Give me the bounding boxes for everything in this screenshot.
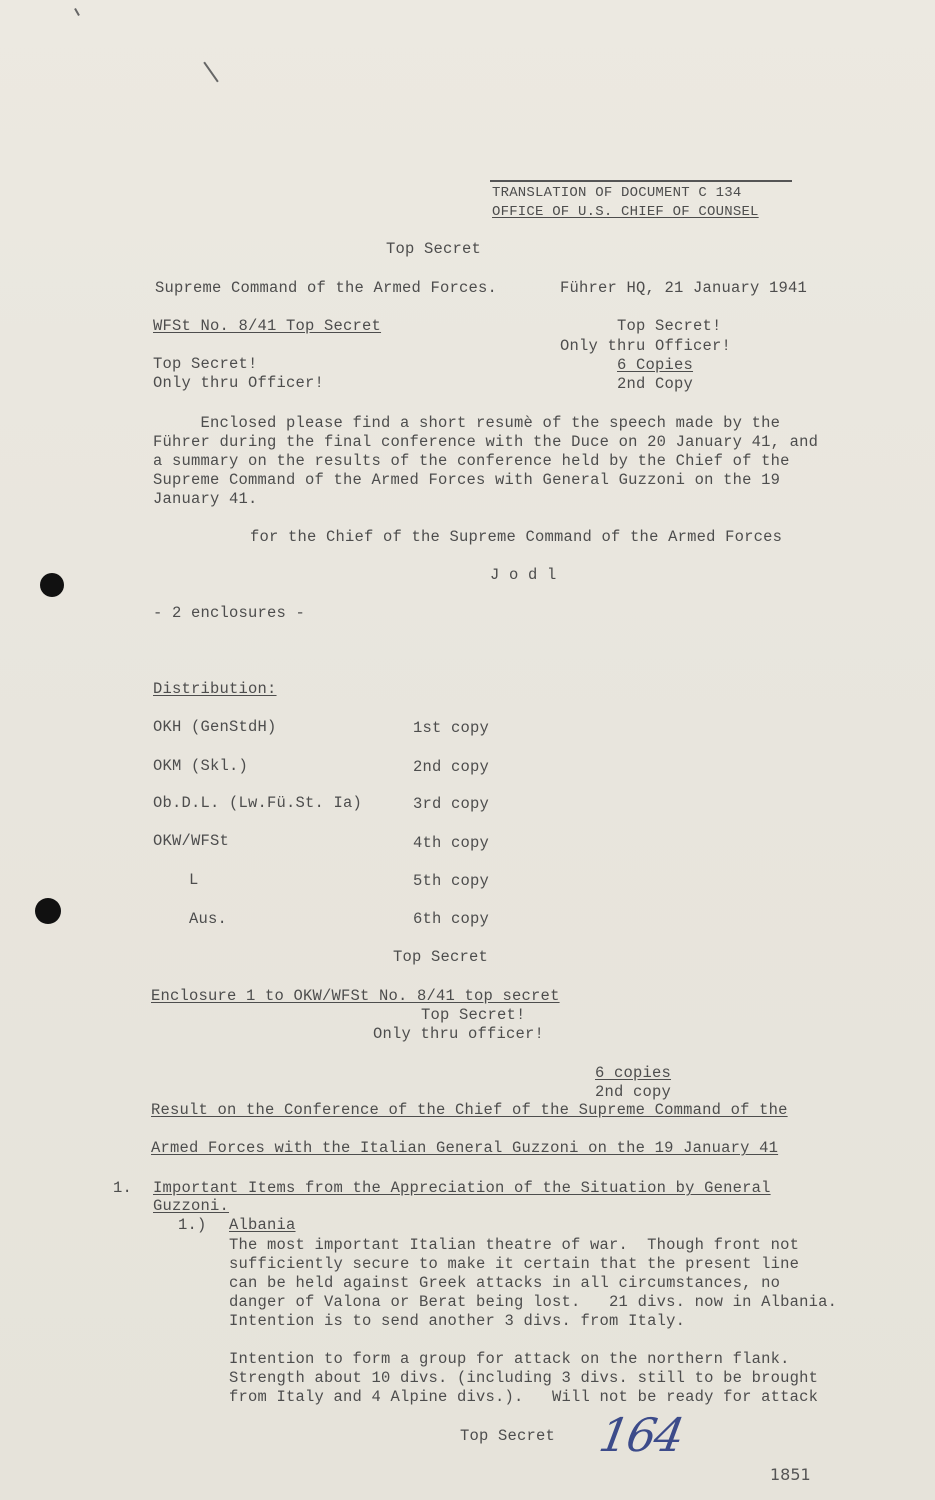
intro-line-3: a summary on the results of the conference held by the Chief of the — [153, 452, 790, 470]
punch-hole-lower — [35, 898, 61, 924]
distribution-copy: 5th copy — [413, 872, 490, 890]
reference: WFSt No. 8/41 Top Secret — [153, 317, 382, 335]
distribution-recipient: OKH (GenStdH) — [153, 718, 277, 736]
header-top-rule — [490, 180, 792, 182]
enclosures-note: - 2 enclosures - — [153, 604, 306, 622]
right-top-secret: Top Secret! — [617, 317, 722, 335]
result-title-line-1: Result on the Conference of the Chief of the Supreme Command of the — [151, 1101, 788, 1119]
for-line: for the Chief of the Supreme Command of the Armed Forces — [250, 528, 783, 546]
left-top-secret: Top Secret! — [153, 355, 258, 373]
intro-line-4: Supreme Command of the Armed Forces with General Guzzoni on the 19 — [153, 471, 781, 489]
intro-line-5: January 41. — [153, 490, 258, 508]
right-copy-no: 2nd Copy — [617, 375, 694, 393]
place-date: Führer HQ, 21 January 1941 — [560, 279, 808, 297]
albania-line-2: sufficiently secure to make it certain that the present line — [229, 1255, 800, 1273]
handwritten-page-number: 164 — [595, 1408, 687, 1462]
edge-mark — [74, 8, 80, 16]
section-number: 1. — [113, 1179, 133, 1197]
distribution-recipient: Aus. — [189, 910, 228, 928]
result-title-line-2: Armed Forces with the Italian General Guzzoni on the 19 January 41 — [151, 1139, 779, 1157]
intro-line-2: Führer during the final conference with the Duce on 20 January 41, and — [153, 433, 819, 451]
section-title-line-1: Important Items from the Appreciation of the Situation by General — [153, 1179, 771, 1197]
right-only-thru: Only thru Officer! — [560, 337, 732, 355]
section-title-line-2: Guzzoni. — [153, 1197, 230, 1215]
distribution-copy: 4th copy — [413, 834, 490, 852]
albania-line-3: can be held against Greek attacks in all circumstances, no — [229, 1274, 781, 1292]
edge-mark — [203, 62, 218, 83]
distribution-copy: 6th copy — [413, 910, 490, 928]
attack-line-2: Strength about 10 divs. (including 3 divs. still to be brought — [229, 1369, 819, 1387]
albania-line-5: Intention is to send another 3 divs. from Italy. — [229, 1312, 686, 1330]
distribution-copy: 1st copy — [413, 719, 490, 737]
distribution-recipient: Ob.D.L. (Lw.Fü.St. Ia) — [153, 794, 363, 812]
subsection-number: 1.) — [178, 1216, 207, 1234]
header-line-2: OFFICE OF U.S. CHIEF OF COUNSEL — [492, 204, 759, 220]
enclosure-only-thru: Only thru officer! — [373, 1025, 545, 1043]
subsection-title: Albania — [229, 1216, 296, 1234]
right-copies: 6 Copies — [617, 356, 694, 374]
attack-line-1: Intention to form a group for attack on the northern flank. — [229, 1350, 790, 1368]
albania-line-4: danger of Valona or Berat being lost. 21 divs. now in Albania. — [229, 1293, 838, 1311]
classification-mid: Top Secret — [393, 948, 489, 966]
classification-bottom: Top Secret — [460, 1427, 556, 1445]
signature: J o d l — [490, 566, 557, 584]
distribution-recipient: OKM (Skl.) — [153, 757, 249, 775]
classification-top: Top Secret — [386, 240, 482, 258]
distribution-copy: 2nd copy — [413, 758, 490, 776]
page-number: 1851 — [770, 1465, 811, 1484]
header-line-1: TRANSLATION OF DOCUMENT C 134 — [492, 185, 742, 201]
distribution-copy: 3rd copy — [413, 795, 490, 813]
enclosure-copy-no: 2nd copy — [595, 1083, 672, 1101]
enclosure-copies: 6 copies — [595, 1064, 672, 1082]
enclosure-top-secret: Top Secret! — [421, 1006, 526, 1024]
left-only-thru: Only thru Officer! — [153, 374, 325, 392]
distribution-recipient: L — [189, 871, 199, 889]
sender: Supreme Command of the Armed Forces. — [155, 279, 498, 297]
intro-line-1: Enclosed please find a short resumè of the speech made by the — [153, 414, 781, 432]
punch-hole-upper — [40, 573, 64, 597]
distribution-heading: Distribution: — [153, 680, 277, 698]
albania-line-1: The most important Italian theatre of war. Though front not — [229, 1236, 800, 1254]
enclosure-title: Enclosure 1 to OKW/WFSt No. 8/41 top secret — [151, 987, 560, 1005]
attack-line-3: from Italy and 4 Alpine divs.). Will not be ready for attack — [229, 1388, 819, 1406]
distribution-recipient: OKW/WFSt — [153, 832, 230, 850]
